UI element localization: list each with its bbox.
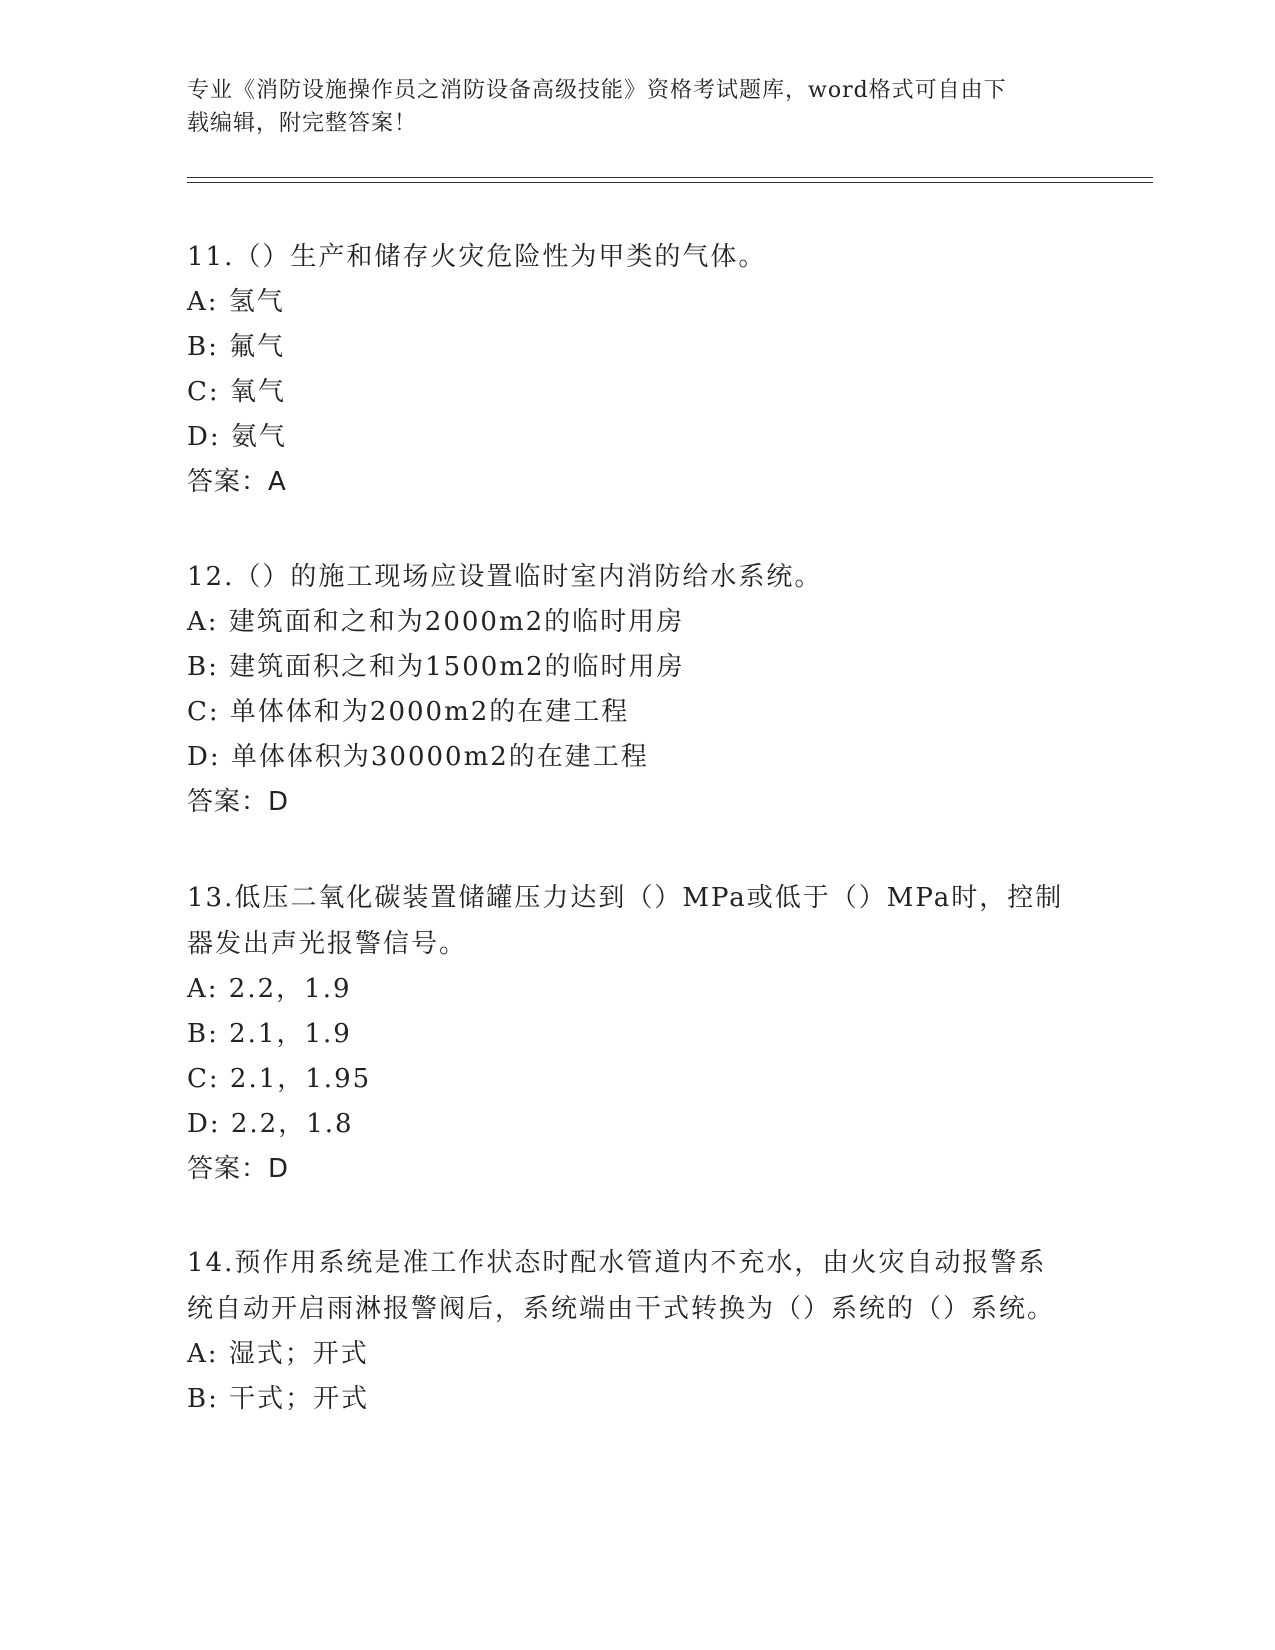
option-a: A: 2.2，1.9 (187, 974, 352, 1004)
option-c: C: 2.1，1.95 (187, 1064, 372, 1094)
option-b: B: 干式；开式 (187, 1384, 370, 1414)
option-d: D: 氨气 (187, 422, 287, 452)
document-header (187, 74, 1067, 140)
question-stem: 11.（）生产和储存火灾危险性为甲类的气体。 (187, 242, 767, 272)
question-11 (187, 235, 1087, 505)
answer: 答案：A (187, 467, 287, 497)
question-stem: 12.（）的施工现场应设置临时室内消防给水系统。 (187, 562, 823, 592)
option-a: A: 氢气 (187, 287, 285, 317)
option-c: C: 单体体和为2000m2的在建工程 (187, 697, 630, 727)
option-a: A: 湿式；开式 (187, 1339, 369, 1369)
option-d: D: 2.2，1.8 (187, 1109, 354, 1139)
question-14 (187, 1240, 1087, 1422)
question-stem: 13.低压二氧化碳装置储罐压力达到（）MPa或低于（）MPa时，控制器发出声光报警信号。 (187, 883, 1064, 959)
option-b: B: 氟气 (187, 332, 286, 362)
question-12 (187, 555, 1087, 825)
option-c: C: 氧气 (187, 377, 286, 407)
answer: 答案：D (187, 1154, 290, 1184)
option-a: A: 建筑面和之和为2000m2的临时用房 (187, 607, 685, 637)
header-divider-top (187, 177, 1153, 178)
option-b: B: 2.1，1.9 (187, 1019, 352, 1049)
header-line-2: 载编辑，附完整答案！ (187, 111, 418, 136)
answer: 答案：D (187, 787, 290, 817)
header-divider-bottom (187, 182, 1153, 183)
question-13 (187, 875, 1087, 1192)
header-line-1: 专业《消防设施操作员之消防设备高级技能》资格考试题库，word格式可自由下 (187, 78, 1007, 103)
question-stem: 14.预作用系统是准工作状态时配水管道内不充水，由火灾自动报警系统自动开启雨淋报警阀后，系统端由干式转换为（）系统的（）系统。 (187, 1248, 1056, 1324)
option-d: D: 单体体积为30000m2的在建工程 (187, 742, 649, 772)
option-b: B: 建筑面积之和为1500m2的临时用房 (187, 652, 685, 682)
